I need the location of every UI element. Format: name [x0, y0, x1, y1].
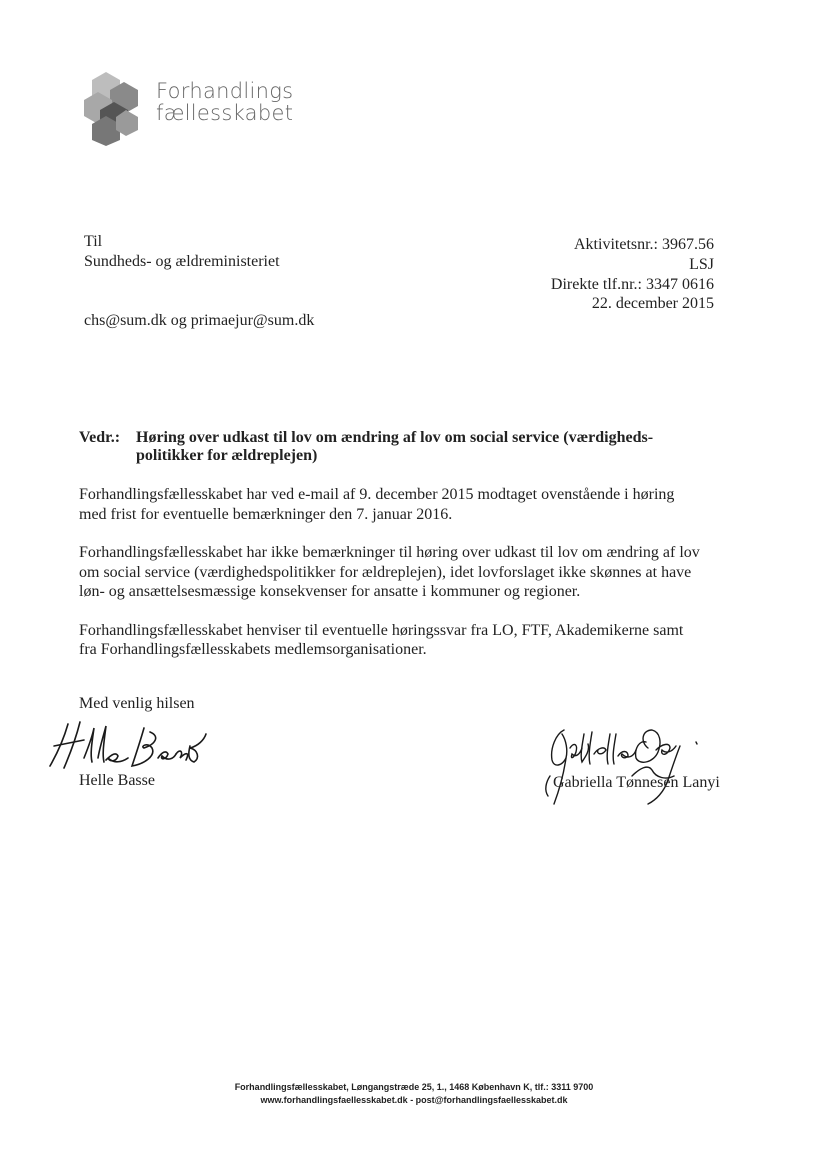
paragraph-1-line-1: Forhandlingsfællesskabet har ved e-mail af 9. december 2015 modtaget ovenstående i høring: [79, 486, 675, 503]
signature-helle-basse: [40, 718, 210, 774]
recipient-to-label: Til: [84, 233, 103, 250]
paragraph-1-line-2: med frist for eventuelle bemærkninger den 7. januar 2016.: [79, 506, 453, 523]
activity-number: Aktivitetsnr.: 3967.56: [574, 236, 714, 253]
paragraph-3-line-2: fra Forhandlingsfællesskabets medlemsorganisationer.: [79, 641, 427, 658]
footer-web-email: www.forhandlingsfaellesskabet.dk - post@forhandlingsfaellesskabet.dk: [260, 1095, 568, 1105]
logo-line-2: fællesskabet: [156, 101, 294, 125]
logo-line-1: Forhandlings: [156, 79, 294, 103]
paragraph-2-line-2: om social service (værdighedspolitikker for ældreplejen), idet lovforslaget ikke skønnes at have: [79, 564, 692, 581]
logo-hexagons-icon: [84, 70, 144, 146]
footer-address: Forhandlingsfællesskabet, Løngangstræde 25, 1., 1468 København K, tlf.: 3311 9700: [234, 1082, 594, 1092]
letter-date: 22. december 2015: [591, 295, 714, 312]
signature-gabriella-lanyi: [536, 720, 720, 816]
recipient-emails: chs@sum.dk og primaejur@sum.dk: [84, 312, 315, 329]
paragraph-2-line-1: Forhandlingsfællesskabet har ikke bemærkninger til høring over udkast til lov om ændring af lov: [79, 544, 700, 561]
logo: [84, 70, 324, 150]
direct-phone: Direkte tlf.nr.: 3347 0616: [550, 276, 714, 293]
subject-line-1: Høring over udkast til lov om ændring af lov om social service (værdigheds-: [136, 429, 654, 446]
closing: Med venlig hilsen: [79, 695, 195, 712]
subject-label: Vedr.:: [79, 429, 121, 446]
paragraph-2-line-3: løn- og ansættelsesmæssige konsekvenser for ansatte i kommuner og regioner.: [79, 583, 581, 600]
subject-line-2: politikker for ældreplejen): [136, 447, 318, 464]
paragraph-3-line-1: Forhandlingsfællesskabet henviser til eventuelle høringssvar fra LO, FTF, Akademikerne samt: [79, 622, 684, 639]
signatory-2-name: Gabriella Tønnesen Lanyi: [553, 774, 720, 791]
signatory-1-name: Helle Basse: [79, 772, 155, 789]
initials: LSJ: [689, 256, 714, 273]
recipient-name: Sundheds- og ældreministeriet: [84, 253, 280, 270]
